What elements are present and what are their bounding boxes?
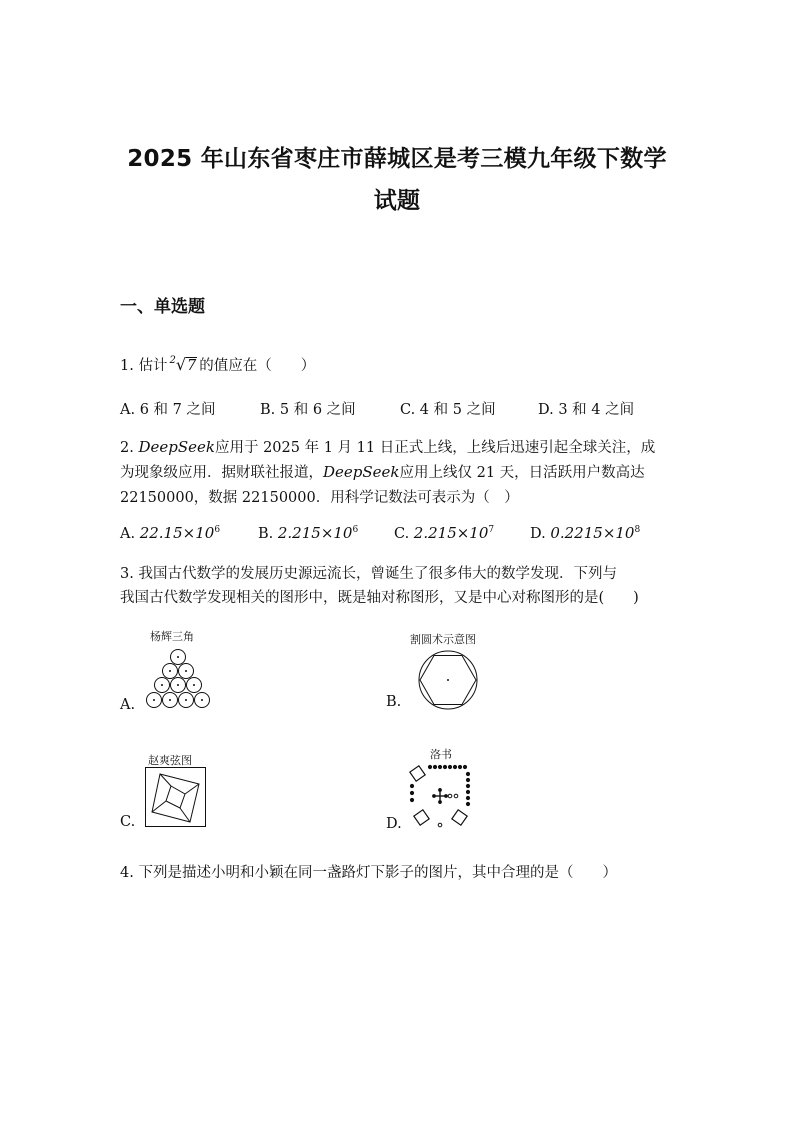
option-label: B.	[258, 526, 278, 542]
option-exponent: 6	[214, 525, 221, 535]
brand-name: DeepSeek	[138, 438, 215, 456]
radical-sign-icon: √	[175, 355, 187, 374]
q1-option-d[interactable]: D. 3 和 4 之间	[538, 402, 635, 418]
figure-d-caption: 洛书	[430, 748, 452, 761]
option-exponent: 6	[352, 525, 359, 535]
question-2-line-3: 22150000，数据 22150000．用科学记数法可表示为（ ）	[120, 490, 519, 506]
q2-option-a[interactable]	[120, 524, 220, 542]
option-base: 0.2215×10	[550, 524, 635, 542]
question-1	[120, 354, 315, 375]
figure-d-luoshu[interactable]	[404, 760, 476, 832]
q2-line-2-text: 应用上线仅 21 天，日活跃用户数高达	[399, 465, 645, 481]
figure-a-caption: 杨辉三角	[150, 630, 194, 643]
option-exponent: 8	[634, 525, 641, 535]
option-label: D.	[530, 526, 551, 542]
page-title	[110, 138, 684, 222]
figure-b-circle-hexagon[interactable]	[416, 648, 480, 712]
option-base: 2.215×10	[277, 524, 353, 542]
q2-line-1-text: 应用于 2025 年 1 月 11 日正式上线，上线后迅速引起全球关注，成	[214, 440, 656, 456]
q2-line-2-prefix: 为现象级应用．据财联社报道，	[120, 465, 323, 481]
title-line-1: 2025 年山东省枣庄市薛城区是考三模九年级下数学	[127, 146, 667, 172]
figure-b-letter[interactable]: B.	[386, 694, 402, 710]
option-base: 2.215×10	[413, 524, 489, 542]
question-1-options	[120, 398, 680, 418]
q2-option-b[interactable]	[258, 524, 358, 542]
option-exponent: 7	[488, 525, 495, 535]
figure-a-yanghui-triangle[interactable]	[140, 646, 216, 714]
q2-option-d[interactable]	[530, 524, 640, 542]
q2-option-c[interactable]	[394, 524, 494, 542]
brand-name-2: DeepSeek	[323, 463, 400, 481]
question-4-line-1: 4. 下列是描述小明和小颖在同一盏路灯下影子的图片，其中合理的是（ ）	[120, 865, 617, 881]
figure-c-caption: 赵爽弦图	[148, 754, 192, 767]
option-label: A.	[120, 526, 140, 542]
q2-number: 2.	[120, 440, 139, 456]
question-2-options	[120, 524, 680, 546]
question-3-line-2: 我国古代数学发现相关的图形中，既是轴对称图形，又是中心对称图形的是( )	[120, 590, 639, 606]
q1-suffix: 的值应在（ ）	[199, 358, 316, 374]
question-2-line-1	[120, 436, 655, 457]
figure-c-letter[interactable]: C.	[120, 814, 136, 830]
question-2-line-2	[120, 461, 645, 482]
option-base: 22.15×10	[139, 524, 215, 542]
option-label: C.	[394, 526, 414, 542]
figure-c-zhaoshuang-diagram[interactable]	[144, 766, 208, 828]
q1-option-c[interactable]: C. 4 和 5 之间	[400, 402, 496, 418]
title-line-2: 试题	[373, 188, 421, 214]
question-3-line-1: 3. 我国古代数学的发展历史源远流长，曾诞生了很多伟大的数学发现．下列与	[120, 566, 617, 582]
figure-b-caption: 割圆术示意图	[410, 633, 476, 646]
root-index: 2	[169, 355, 176, 366]
q1-option-b[interactable]: B. 5 和 6 之间	[260, 402, 356, 418]
radicand: 7	[187, 358, 197, 374]
section-heading: 一、单选题	[120, 297, 205, 317]
figure-a-letter[interactable]: A.	[120, 697, 136, 713]
q1-prefix: 1. 估计	[120, 358, 168, 374]
q1-option-a[interactable]: A. 6 和 7 之间	[120, 402, 216, 418]
root-expression	[169, 355, 197, 374]
figure-d-letter[interactable]: D.	[386, 816, 402, 832]
